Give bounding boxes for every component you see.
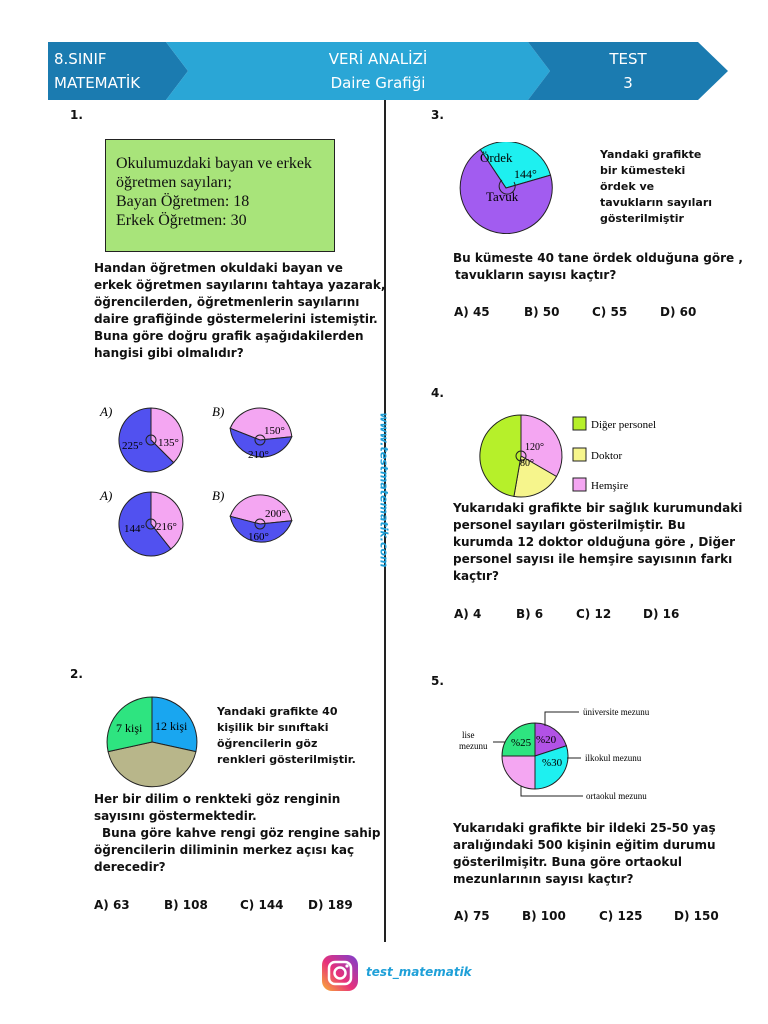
svg-text:%25: %25 [511,737,532,749]
q4-option-c[interactable]: C) 12 [576,607,612,621]
q3-option-c[interactable]: C) 55 [592,305,628,319]
q1-choice-a1 [99,404,183,472]
q4-pie-and-legend [470,410,670,500]
svg-text:A): A) [100,488,113,503]
svg-text:225°: 225° [122,440,143,452]
svg-text:Doktor: Doktor [591,450,623,462]
svg-text:144°: 144° [514,167,537,181]
q2-option-c[interactable]: C) 144 [240,898,284,912]
svg-text:Hemşire: Hemşire [591,480,629,492]
q1-choice-b2 [212,488,292,543]
q3-pie [458,142,554,234]
header-grade: 8.SINIF MATEMATİK [54,50,141,92]
q3-side-text: Yandaki grafikte bir kümesteki ördek ve tavukların sayıları gösterilmiştir [600,148,713,225]
q4-legend [573,417,656,492]
site-label: www.testmatematik.com [377,412,391,568]
svg-text:80°: 80° [520,458,534,469]
svg-text:210°: 210° [248,449,269,461]
q1-number: 1. [70,108,83,122]
svg-text:150°: 150° [264,425,285,437]
q3-option-b[interactable]: B) 50 [524,305,560,319]
svg-text:ortaokul mezunu: ortaokul mezunu [586,791,647,801]
q2-option-b[interactable]: B) 108 [164,898,208,912]
q1-choice-charts [90,400,320,570]
svg-text:7 kişi: 7 kişi [116,721,143,735]
q1-choice-b1 [212,404,292,461]
svg-text:160°: 160° [248,531,269,543]
q4-text: Yukarıdaki grafikte bir sağlık kurumundaki personel sayıları gösterilmiştir. Bu kurumda 12 doktor olduğuna göre , Diğer personel sayısı ile hemşire sayısının farkı kaçtır? [453,501,743,583]
svg-text:12 kişi: 12 kişi [155,719,188,733]
header-banner [48,42,728,100]
svg-text:ilkokul mezunu: ilkokul mezunu [585,753,642,763]
q4-option-b[interactable]: B) 6 [516,607,544,621]
q5-option-c[interactable]: C) 125 [599,909,643,923]
svg-text:%30: %30 [542,757,563,769]
svg-text:144°: 144° [124,523,145,535]
q2-side-text: Yandaki grafikte 40 kişilik bir sınıftaki öğrencilerin göz renkleri gösterilmiştir. [217,705,356,766]
header-topic: VERİ ANALİZİ Daire Grafiği [328,50,428,92]
svg-text:Tavuk: Tavuk [486,189,519,204]
q3-option-d[interactable]: D) 60 [660,305,697,319]
svg-text:120°: 120° [525,442,544,453]
q5-option-d[interactable]: D) 150 [674,909,719,923]
svg-text:200°: 200° [265,508,286,520]
q4-number: 4. [431,386,444,400]
svg-text:B): B) [212,488,225,503]
svg-text:%20: %20 [536,734,557,746]
svg-text:135°: 135° [158,437,179,449]
q3-option-a[interactable]: A) 45 [454,305,490,319]
q2-number: 2. [70,667,83,681]
q5-option-a[interactable]: A) 75 [454,909,490,923]
q2-option-d[interactable]: D) 189 [308,898,353,912]
q2-text: Her bir dilim o renkteki göz renginin sayısını göstermektedir. Buna göre kahve rengi göz rengine sahip öğrencilerin diliminin merkez açısı kaç derecedir? [94,792,381,874]
q1-data-box: Okulumuzdaki bayan ve erkek öğretmen sayıları; Bayan Öğretmen: 18 Erkek Öğretmen: 30 [105,139,335,252]
q1-choice-a2 [99,488,183,556]
q4-option-a[interactable]: A) 4 [454,607,482,621]
svg-text:A): A) [100,404,113,419]
q2-option-a[interactable]: A) 63 [94,898,130,912]
instagram-handle[interactable]: test_matematik [366,965,472,979]
q3-text: Bu kümeste 40 tane ördek olduğuna göre , tavukların sayısı kaçtır? [453,251,743,282]
svg-text:B): B) [212,404,225,419]
svg-text:lise: lise [462,730,475,740]
header-test: TEST 3 [609,50,647,92]
q5-number: 5. [431,674,444,688]
q1-text: Handan öğretmen okuldaki bayan ve erkek öğretmen sayılarını tahtaya yazarak, öğrencilerden, öğretmenlerin sayılarını daire grafiğinde göstermelerini istemiştir. Buna göre doğru grafik aşağıdakilerden hangisi gibi olmalıdır? [94,261,386,360]
instagram-icon[interactable] [321,954,359,992]
svg-text:Diğer personel: Diğer personel [591,419,657,431]
q2-pie [104,694,200,790]
q5-pie-with-callouts [455,700,685,810]
svg-text:216°: 216° [156,521,177,533]
svg-text:Ördek: Ördek [480,150,513,165]
q3-number: 3. [431,108,444,122]
svg-text:mezunu: mezunu [459,741,488,751]
q5-option-b[interactable]: B) 100 [522,909,566,923]
q5-text: Yukarıdaki grafikte bir ildeki 25-50 yaş aralığındaki 500 kişinin eğitim durumu gösterilmişitr. Buna göre ortaokul mezunlarının sayısı kaçtır? [453,821,716,886]
svg-text:üniversite mezunu: üniversite mezunu [583,707,650,717]
q4-option-d[interactable]: D) 16 [643,607,680,621]
